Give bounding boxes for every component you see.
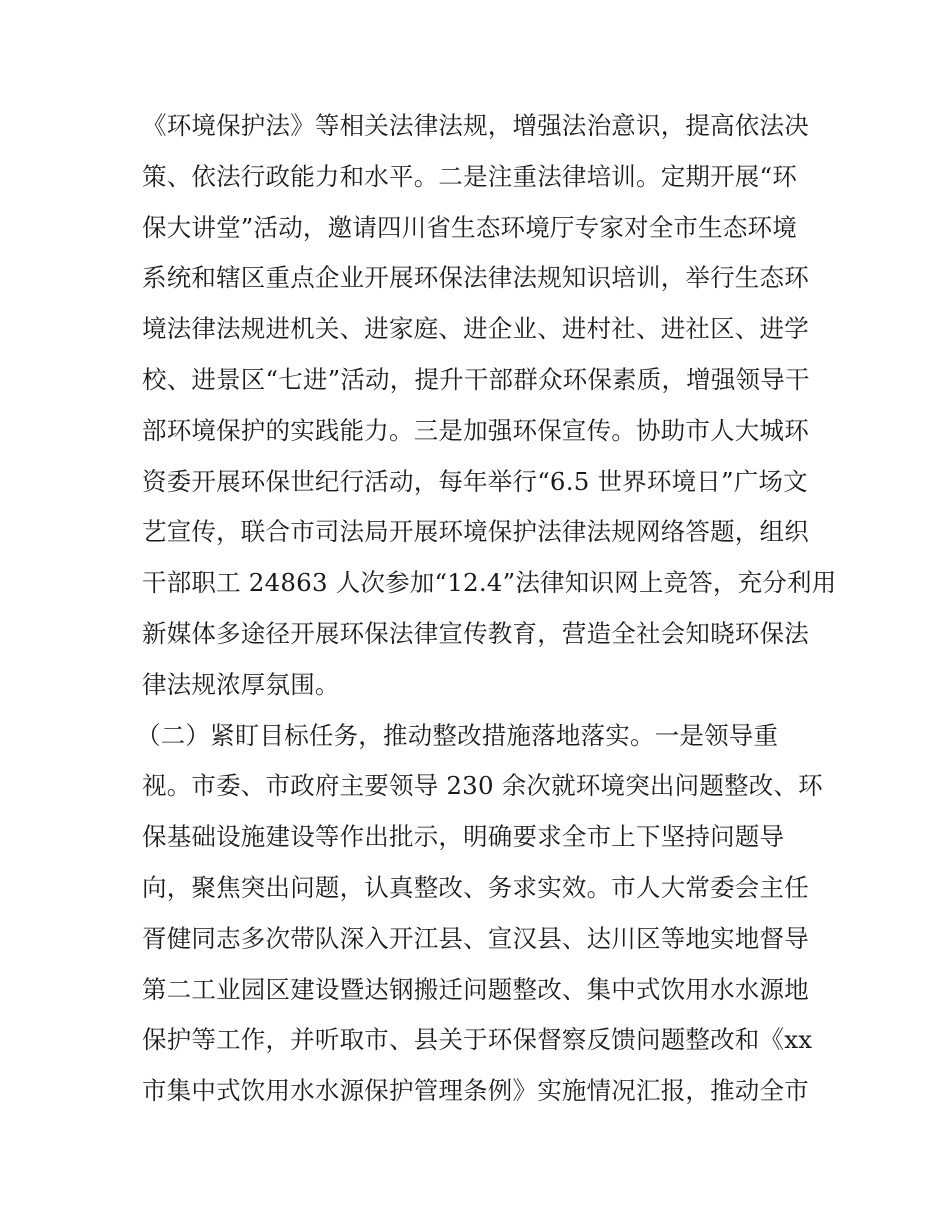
text-line: 市集中式饮用水水源保护管理条例》实施情况汇报，推动全市 bbox=[142, 1076, 809, 1106]
text-line: 艺宣传，联合市司法局开展环境保护法律法规网络答题，组织 bbox=[142, 517, 809, 547]
text-line: 境法律法规进机关、进家庭、进企业、进村社、进社区、进学 bbox=[142, 314, 809, 344]
text-line: 《环境保护法》等相关法律法规，增强法治意识，提高依法决 bbox=[142, 111, 809, 140]
text-line: 部环境保护的实践能力。三是加强环保宣传。协助市人大城环 bbox=[142, 415, 809, 445]
text-line: 系统和辖区重点企业开展环保法律法规知识培训，举行生态环 bbox=[142, 263, 809, 293]
section-heading-line: （二）紧盯目标任务，推动整改措施落地落实。一是领导重 bbox=[136, 720, 779, 750]
text-line: 资委开展环保世纪行活动，每年举行“6.5 世界环境日”广场文 bbox=[142, 466, 808, 496]
text-line: 校、进景区“七进”活动，提升干部群众环保素质，增强领导干 bbox=[142, 364, 810, 394]
text-line: 向，聚焦突出问题，认真整改、务求实效。市人大常委会主任 bbox=[142, 872, 809, 902]
text-line: 新媒体多途径开展环保法律宣传教育，营造全社会知晓环保法 bbox=[142, 618, 809, 648]
text-line: 保护等工作，并听取市、县关于环保督察反馈问题整改和《xx bbox=[142, 1025, 813, 1055]
text-line: 第二工业园区建设暨达钢搬迁问题整改、集中式饮用水水源地 bbox=[142, 974, 809, 1004]
text-line: 干部职工 24863 人次参加“12.4”法律知识网上竞答，充分利用 bbox=[142, 568, 837, 598]
text-line: 策、依法行政能力和水平。二是注重法律培训。定期开展“环 bbox=[142, 161, 797, 191]
text-line: 律法规浓厚氛围。 bbox=[142, 669, 340, 699]
text-line: 保基础设施建设等作出批示，明确要求全市上下坚持问题导 bbox=[142, 822, 785, 852]
text-line: 胥健同志多次带队深入开江县、宣汉县、达川区等地实地督导 bbox=[142, 923, 809, 953]
text-line: 视。市委、市政府主要领导 230 余次就环境突出问题整改、环 bbox=[142, 771, 823, 801]
text-line: 保大讲堂”活动，邀请四川省生态环境厅专家对全市生态环境 bbox=[142, 212, 797, 242]
body-text bbox=[136, 101, 837, 1117]
